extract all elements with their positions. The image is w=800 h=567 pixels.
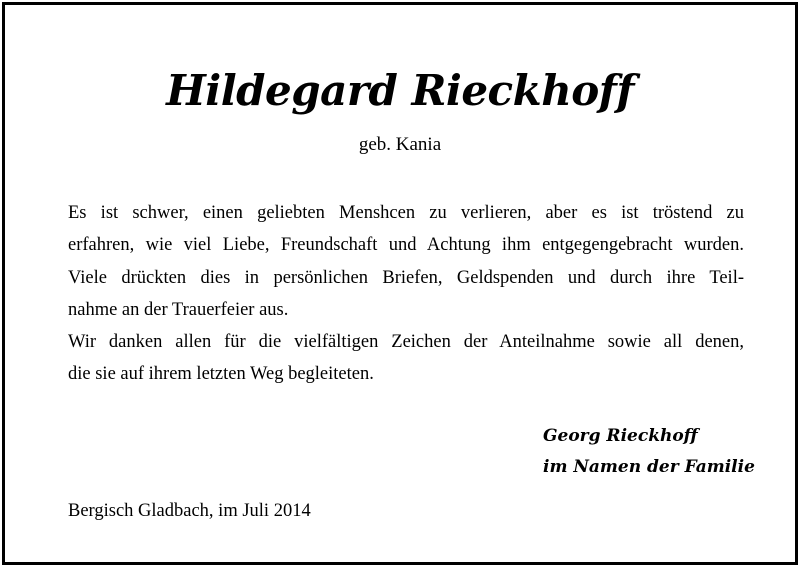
maiden-name: geb. Kania	[358, 134, 442, 155]
deceased-name: Hildegard Rieckhoff	[166, 66, 634, 115]
body-line: Es ist schwer, einen geliebten Menshcen zu verlieren, aber es ist tröstend zu	[68, 203, 744, 223]
signatory-name: Georg Rieckhoff	[543, 426, 698, 446]
place-date: Bergisch Gladbach, im Juli 2014	[68, 501, 311, 521]
body-line: Viele drückten dies in persönlichen Briefen, Geldspenden und durch ihre Teil-	[68, 267, 744, 288]
obituary-notice	[2, 2, 798, 565]
body-line: nahme an der Trauerfeier aus.	[68, 299, 289, 320]
signature-block	[543, 421, 755, 483]
body-line: die sie auf ihrem letzten Weg begleiteten.	[68, 364, 374, 385]
notice-body	[68, 197, 744, 391]
signatory-role: im Namen der Familie	[543, 457, 755, 477]
body-line: erfahren, wie viel Liebe, Freundschaft und Achtung ihm entgegengebracht wurden.	[68, 235, 744, 256]
paragraph-thanks-intro	[68, 197, 744, 326]
paragraph-thanks-closing	[68, 326, 744, 391]
body-line: Wir danken allen für die vielfältigen Zeichen der Anteilnahme sowie all denen,	[68, 332, 744, 353]
